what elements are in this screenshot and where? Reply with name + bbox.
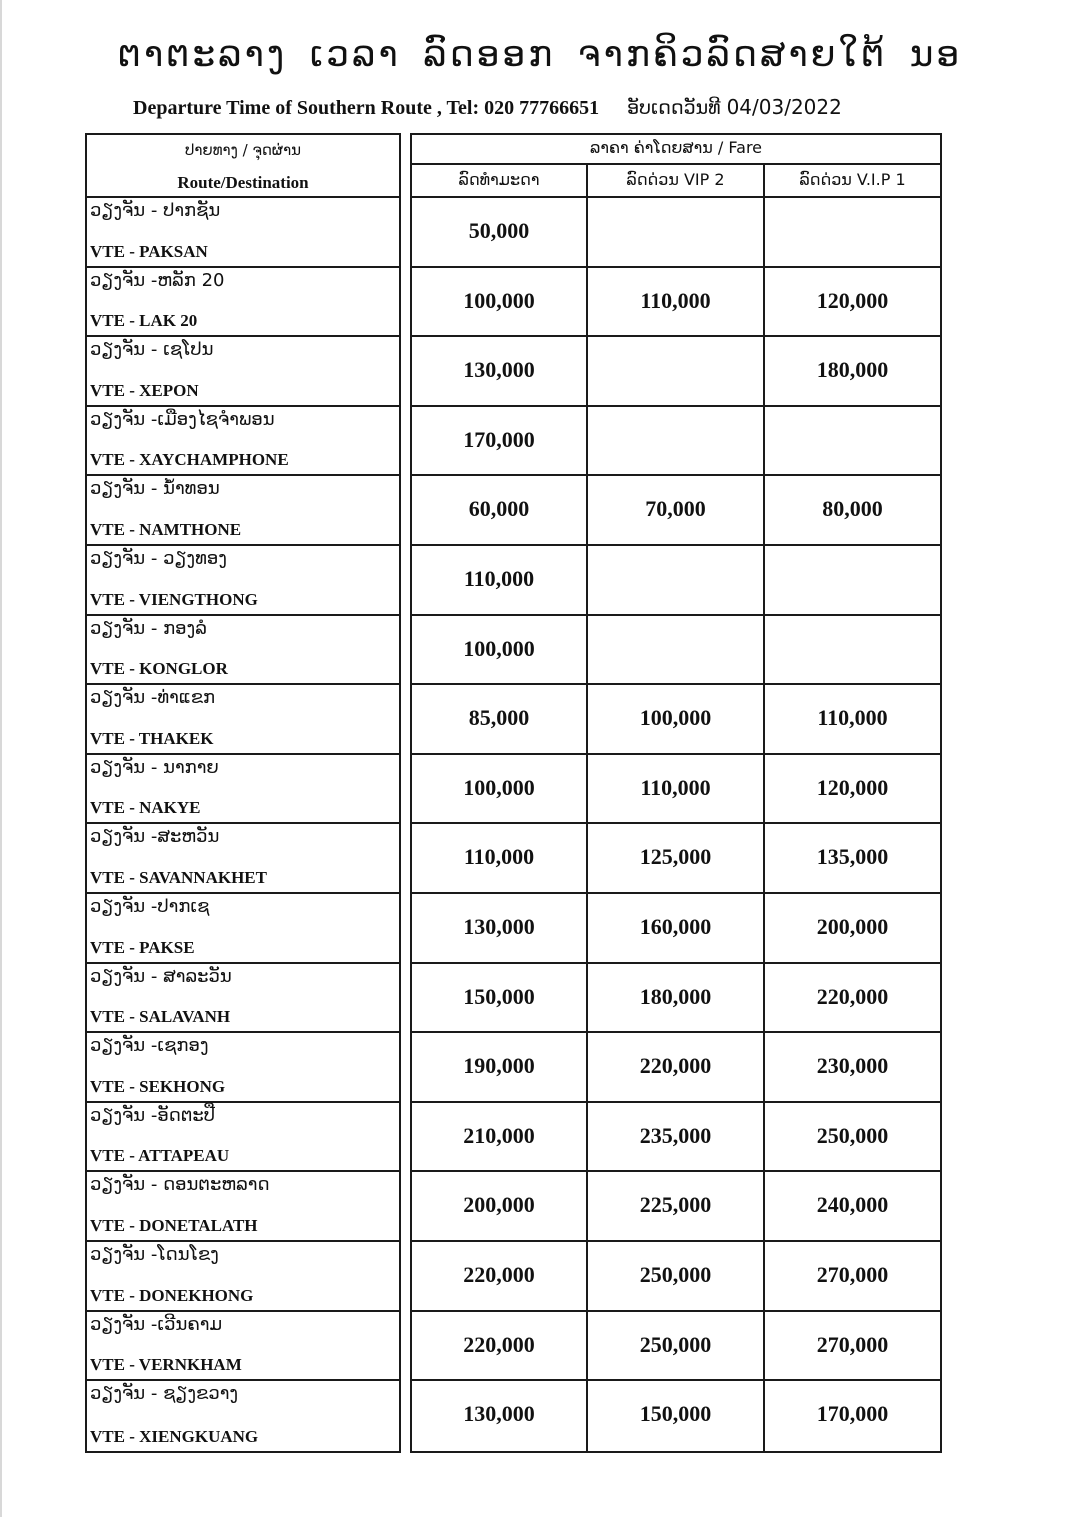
fare-vip2 [588, 337, 765, 405]
route-name-en: VTE - DONETALATH [90, 1215, 258, 1235]
fare-normal: 190,000 [412, 1033, 588, 1101]
fare-normal: 130,000 [412, 1381, 588, 1451]
fare-columns [410, 133, 942, 1453]
subtitle [133, 95, 913, 120]
route-row [87, 1242, 399, 1312]
route-name-lao: ວຽງຈັນ -ເວີນຄາມ [90, 1313, 223, 1335]
route-row [87, 755, 399, 825]
route-row [87, 546, 399, 616]
fare-row [412, 755, 940, 825]
fare-normal: 200,000 [412, 1172, 588, 1240]
fare-normal: 85,000 [412, 685, 588, 753]
fare-normal: 100,000 [412, 616, 588, 684]
fare-row [412, 546, 940, 616]
route-name-lao: ວຽງຈັນ - ວຽງທອງ [90, 547, 227, 569]
route-row [87, 685, 399, 755]
fare-normal: 210,000 [412, 1103, 588, 1171]
fare-row [412, 1242, 940, 1312]
fare-vip1: 170,000 [816, 1401, 889, 1427]
route-header [87, 135, 399, 198]
fare-header-title: ລາຄາ ຄ່າໂດຍສານ / Fare [412, 135, 940, 165]
route-name-lao: ວຽງຈັນ - ດອນຕະຫລາດ [90, 1174, 270, 1196]
fare-vip2 [588, 407, 765, 475]
route-name-en: VTE - SEKHONG [90, 1076, 226, 1096]
route-row [87, 1172, 399, 1242]
route-row [87, 894, 399, 964]
route-name-lao: ວຽງຈັນ -ອັດຕະປື [90, 1104, 215, 1126]
route-name-lao: ວຽງຈັນ -ເຊກອງ [90, 1035, 209, 1057]
fare-row [412, 1381, 940, 1451]
fare-normal: 220,000 [412, 1312, 588, 1380]
route-row [87, 407, 399, 477]
fare-vip1: 270,000 [816, 1331, 889, 1357]
route-row [87, 268, 399, 338]
fare-vip2 [588, 616, 765, 684]
fare-vip1 [765, 616, 940, 684]
fare-vip2 [588, 546, 765, 614]
fare-vip2: 235,000 [588, 1103, 765, 1171]
fare-normal: 170,000 [412, 407, 588, 475]
fare-vip2: 225,000 [588, 1172, 765, 1240]
fare-normal: 100,000 [412, 755, 588, 823]
class-header-vip2: ລົດດ່ວນ VIP 2 [588, 165, 765, 196]
route-name-lao: ວຽງຈັນ -ປາກເຊ [90, 895, 210, 917]
route-row [87, 1103, 399, 1173]
route-name-en: VTE - PAKSAN [90, 241, 208, 261]
route-header-lao: ປາຍທາງ / ຈຸດຜ່ານ [184, 141, 302, 159]
update-date-value: 04/03/2022 [726, 95, 842, 119]
fare-vip2: 180,000 [588, 964, 765, 1032]
update-date-label: ອັບເດດວັນທີ [627, 97, 721, 119]
fare-vip1: 135,000 [816, 844, 889, 870]
fare-normal: 110,000 [412, 546, 588, 614]
fare-vip2: 125,000 [588, 824, 765, 892]
route-name-en: VTE - KONGLOR [90, 659, 228, 679]
fare-vip1 [765, 198, 940, 266]
route-row [87, 1033, 399, 1103]
fare-vip2: 220,000 [588, 1033, 765, 1101]
route-name-en: VTE - XAYCHAMPHONE [90, 450, 289, 470]
departure-title: Departure Time of Southern Route , Tel: 020 77766651 [133, 97, 600, 119]
fare-vip2: 100,000 [588, 685, 765, 753]
route-row [87, 337, 399, 407]
fare-vip1 [765, 546, 940, 614]
fare-vip1 [765, 407, 940, 475]
fare-vip2: 110,000 [588, 268, 765, 336]
route-name-lao: ວຽງຈັນ - ກອງລໍ [90, 617, 207, 639]
route-row [87, 964, 399, 1034]
fare-row [412, 1103, 940, 1173]
fare-row [412, 1033, 940, 1103]
fare-row [412, 685, 940, 755]
fare-vip2: 150,000 [588, 1381, 765, 1451]
fare-normal: 50,000 [412, 198, 588, 266]
route-row [87, 824, 399, 894]
fare-row [412, 198, 940, 268]
fare-vip1: 200,000 [816, 913, 889, 939]
route-name-en: VTE - ATTAPEAU [90, 1146, 230, 1166]
fare-row [412, 964, 940, 1034]
fare-row [412, 824, 940, 894]
route-name-en: VTE - PAKSE [90, 937, 195, 957]
route-name-lao: ວຽງຈັນ - ນາກາຍ [90, 756, 219, 778]
route-row [87, 476, 399, 546]
class-header-vip1: ລົດດ່ວນ V.I.P 1 [799, 170, 906, 189]
fare-row [412, 616, 940, 686]
route-name-en: VTE - LAK 20 [90, 311, 198, 331]
fare-row [412, 407, 940, 477]
route-name-en: VTE - NAKYE [90, 798, 201, 818]
fare-vip1: 220,000 [816, 983, 889, 1009]
fare-normal: 100,000 [412, 268, 588, 336]
route-name-lao: ວຽງຈັນ - ເຊໂປນ [90, 339, 214, 361]
fare-vip2: 70,000 [588, 476, 765, 544]
route-name-lao: ວຽງຈັນ - ຊຽງຂວາງ [90, 1383, 239, 1405]
page-edge [0, 0, 2, 1517]
fare-vip1: 80,000 [822, 496, 883, 522]
page-title: ຕາຕະລາງ ເວລາ ລົດອອກ ຈາກຄິວລົດສາຍໃຕ້ ນອ [117, 34, 963, 75]
route-column [85, 133, 401, 1453]
route-name-en: VTE - NAMTHONE [90, 519, 242, 539]
fare-header [412, 135, 940, 198]
fare-row [412, 337, 940, 407]
fare-vip1: 230,000 [816, 1053, 889, 1079]
route-row [87, 1312, 399, 1382]
fare-normal: 60,000 [412, 476, 588, 544]
route-name-lao: ວຽງຈັນ -ໂດນໂຂງ [90, 1243, 219, 1265]
route-name-en: VTE - VERNKHAM [90, 1355, 242, 1375]
fare-vip1: 270,000 [816, 1261, 889, 1287]
fare-row [412, 476, 940, 546]
fare-normal: 220,000 [412, 1242, 588, 1310]
route-name-lao: ວຽງຈັນ -ຫລັກ 20 [90, 269, 225, 291]
class-header-normal: ລົດທຳມະດາ [412, 165, 588, 196]
route-name-en: VTE - SALAVANH [90, 1007, 231, 1027]
route-name-en: VTE - THAKEK [90, 728, 214, 748]
route-name-en: VTE - XEPON [90, 380, 199, 400]
fare-row [412, 268, 940, 338]
fare-vip2: 250,000 [588, 1242, 765, 1310]
fare-vip1: 120,000 [816, 287, 889, 313]
route-row [87, 1381, 399, 1451]
route-name-en: VTE - XIENGKUANG [90, 1426, 259, 1446]
route-header-en: Route/Destination [177, 173, 309, 192]
fare-vip2: 250,000 [588, 1312, 765, 1380]
fare-row [412, 894, 940, 964]
route-name-lao: ວຽງຈັນ - ສາລະວັນ [90, 965, 232, 987]
fare-vip1: 110,000 [817, 705, 888, 731]
route-name-lao: ວຽງຈັນ - ນ້ຳທອນ [90, 478, 220, 500]
fare-vip1: 120,000 [816, 774, 889, 800]
fare-vip1: 240,000 [816, 1192, 889, 1218]
fare-normal: 110,000 [412, 824, 588, 892]
fare-normal: 130,000 [412, 894, 588, 962]
route-name-en: VTE - VIENGTHONG [90, 589, 258, 609]
fare-normal: 150,000 [412, 964, 588, 1032]
fare-vip2: 160,000 [588, 894, 765, 962]
route-name-lao: ວຽງຈັນ -ທ່າແຂກ [90, 687, 216, 709]
fare-class-headers [412, 165, 940, 196]
fare-vip1: 180,000 [816, 357, 889, 383]
fare-vip2: 110,000 [588, 755, 765, 823]
route-name-lao: ວຽງຈັນ -ເມືອງໄຊຈຳພອນ [90, 408, 275, 430]
route-row [87, 198, 399, 268]
fare-normal: 130,000 [412, 337, 588, 405]
route-row [87, 616, 399, 686]
fare-row [412, 1312, 940, 1382]
route-name-en: VTE - DONEKHONG [90, 1285, 254, 1305]
fare-row [412, 1172, 940, 1242]
fare-vip1: 250,000 [816, 1122, 889, 1148]
route-name-en: VTE - SAVANNAKHET [90, 867, 267, 887]
fare-vip2 [588, 198, 765, 266]
route-name-lao: ວຽງຈັນ - ປາກຊັນ [90, 200, 221, 221]
route-name-lao: ວຽງຈັນ -ສະຫວັນ [90, 826, 220, 848]
